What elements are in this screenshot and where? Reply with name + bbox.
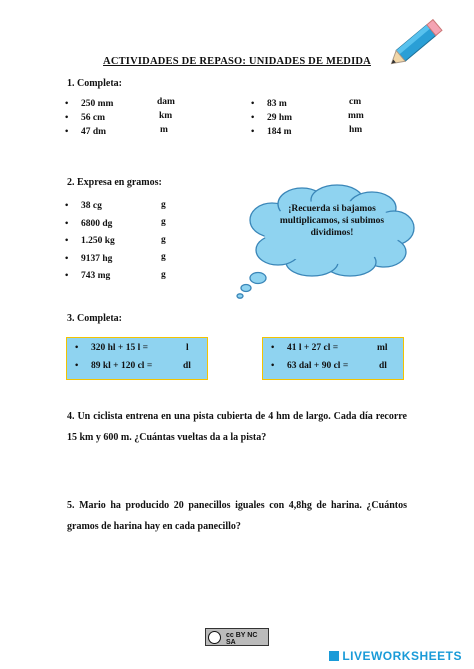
unit-label: hm [349, 125, 363, 135]
unit-label: g [161, 270, 166, 280]
list-item: • 63 dal + 90 cl = [271, 361, 349, 371]
list-item: • 56 cm [65, 113, 106, 123]
list-item: • 250 mm [65, 99, 114, 109]
list-item: • 29 hm [251, 113, 293, 123]
list-item: • 47 dm [65, 127, 107, 137]
list-item: • 184 m [251, 127, 292, 137]
exercise-box-left [66, 337, 208, 380]
section1-right-list [251, 97, 421, 145]
license-badge [205, 628, 269, 646]
list-item: • 83 m [251, 99, 287, 109]
unit-label: dl [183, 361, 191, 371]
list-item: • 1.250 kg [65, 236, 115, 246]
license-text: cc BY NC SA [226, 632, 258, 646]
list-item: • 6800 dg [65, 218, 113, 229]
unit-label: g [161, 235, 166, 245]
cloud-text: ¡Recuerda si bajamos multiplicamos, si subimos dividimos! [279, 204, 385, 238]
unit-label: m [160, 125, 168, 135]
exercise-box-right [262, 337, 404, 380]
list-item: • 320 hl + 15 l = [75, 343, 149, 353]
unit-label: ml [377, 343, 388, 353]
brand-icon [329, 651, 339, 661]
unit-label: g [161, 252, 166, 262]
section5-problem: 5. Mario ha producido 20 panecillos iguales con 4,8hg de harina. ¿Cuántos gramos de harina hay en cada panecillo? [67, 500, 407, 532]
list-item: • 743 mg [65, 271, 111, 281]
unit-label: l [186, 343, 189, 353]
unit-label: mm [348, 111, 364, 121]
list-item: • 41 l + 27 cl = [271, 343, 339, 353]
unit-label: dam [157, 97, 175, 107]
unit-label: g [161, 217, 166, 227]
cc-icon [208, 631, 221, 644]
list-item: • 38 cg [65, 201, 102, 211]
section3-heading: 3. Completa: [67, 313, 122, 324]
thought-cloud [232, 182, 422, 304]
brand-logo: LIVEWORKSHEETS [329, 649, 462, 663]
section1-left-list [65, 97, 235, 145]
section2-list [65, 198, 195, 288]
list-item: • 9137 hg [65, 253, 113, 264]
unit-label: km [159, 111, 173, 121]
unit-label: dl [379, 361, 387, 371]
list-item: • 89 kl + 120 cl = [75, 361, 153, 371]
unit-label: cm [349, 97, 362, 107]
page-title: ACTIVIDADES DE REPASO: UNIDADES DE MEDIDA [103, 56, 371, 67]
section2-heading: 2. Expresa en gramos: [67, 177, 162, 188]
section4-problem: 4. Un ciclista entrena en una pista cubierta de 4 hm de largo. Cada día recorre 15 km y 600 m. ¿Cuántas vueltas da a la pista? [67, 411, 407, 443]
section1-heading: 1. Completa: [67, 78, 122, 89]
unit-label: g [161, 200, 166, 210]
